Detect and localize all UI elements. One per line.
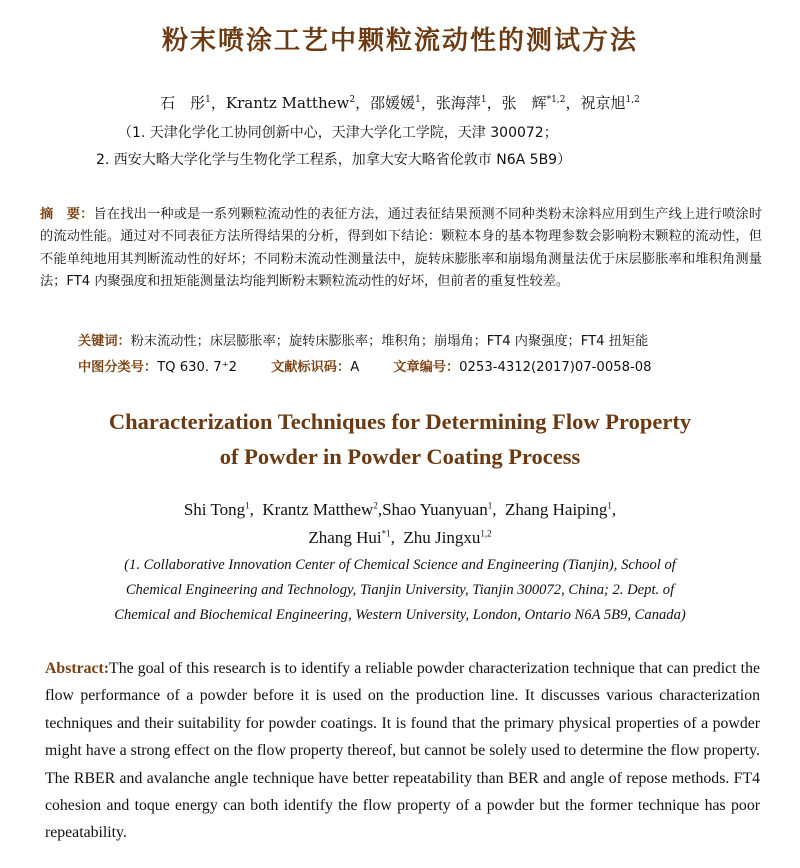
author-name: 祝京旭 (580, 94, 626, 112)
author-affiliation-mark: 1 (415, 95, 421, 105)
chinese-abstract-label: 摘 要： (40, 207, 94, 222)
author-name: Zhu Jingxu (403, 528, 481, 547)
author-affiliation-mark: 1 (205, 95, 211, 105)
chinese-title: 粉末喷涂工艺中颗粒流动性的测试方法 (161, 26, 638, 56)
english-title-line-1: Characterization Techniques for Determining Flow Property (108, 409, 692, 434)
keywords-label: 关键词： (78, 334, 131, 349)
author-affiliation-mark: *1 (381, 528, 391, 539)
english-author-list (0, 496, 800, 552)
author-affiliation-mark: 2 (349, 95, 356, 105)
english-author-line-2: Zhang Hui$^{*1}$, Zhu Jingxu$^{1,2}$ (308, 528, 492, 547)
english-affiliation-line-3: Chemical and Biochemical Engineering, Western University, London, Ontario N6A 5B9, Canada) (114, 607, 686, 623)
article-number-value: 0253-4312(2017)07-0058-08 (459, 360, 652, 375)
english-title-line-2: of Powder in Powder Coating Process (219, 444, 581, 469)
author-name: Shi Tong (183, 500, 246, 519)
classification-line (78, 356, 778, 375)
english-affiliations (0, 553, 800, 628)
clc-label: 中图分类号： (78, 360, 158, 375)
english-title (0, 404, 800, 474)
author-name: Zhang Haiping (504, 500, 608, 519)
english-affiliation-line-1: (1. Collaborative Innovation Center of Chemical Science and Engineering (Tianjin), School of (124, 557, 676, 573)
chinese-author-list: 石 彤$^1$，Krantz Matthew$^2$，邵媛媛$^1$，张海萍$^1$，张 辉$^{*1,2}$，祝京旭$^{1,2}$ (160, 94, 640, 112)
chinese-affiliation-line-2: 2. 西安大略大学化学与生物化学工程系，加拿大安大略省伦敦市 N6A 5B9） (96, 152, 572, 168)
author-name: Krantz Matthew (262, 500, 374, 519)
author-name: Shao Yuanyuan (382, 500, 488, 519)
author-affiliation-mark: 1 (607, 500, 612, 511)
author-name: 石 彤 (160, 94, 206, 112)
author-affiliation-mark: 1,2 (480, 528, 492, 539)
author-affiliation-mark: *1,2 (546, 95, 566, 105)
chinese-abstract (40, 204, 762, 294)
clc-value: TQ 630. 7⁺2 (157, 360, 238, 375)
document-code-label: 文献标识码： (271, 360, 351, 375)
author-affiliation-mark: 1 (480, 95, 487, 105)
author-affiliation-mark: 1 (245, 500, 250, 511)
english-abstract-label: Abstract: (45, 660, 110, 677)
author-name: 邵媛媛 (370, 94, 416, 112)
english-affiliation-line-2: Chemical Engineering and Technology, Tianjin University, Tianjin 300072, China; 2. Dept. of (125, 582, 675, 598)
author-name: Krantz Matthew (225, 94, 350, 112)
chinese-affiliation-line-1: （1. 天津化学化工协同创新中心，天津大学化工学院，天津 300072； (118, 125, 558, 141)
keywords-text: 粉末流动性；床层膨胀率；旋转床膨胀率；堆积角；崩塌角；FT4 内聚强度；FT4 扭矩能 (130, 334, 649, 349)
english-abstract-text: The goal of this research is to identify a reliable powder characterization technique that can predict the flow performance of a powder before it is used on the production line. It discusses various characterization techniques and their suitability for powder coatings. It is found that the primary physical properties of a powder might have a strong effect on the flow property thereof, but cannot be solely used to determine the flow property. The RBER and avalanche angle technique have better repeatability than BER and angle of repose methods. FT4 cohesion and toque energy can both identify the flow property of a powder but the former technique has poor repeatability. (45, 660, 760, 842)
article-number-label: 文章编号： (393, 360, 460, 375)
author-name: 张海萍 (435, 94, 481, 112)
author-name: Zhang Hui (308, 528, 382, 547)
document-code-value: A (350, 360, 360, 375)
chinese-keywords (78, 330, 778, 349)
author-affiliation-mark: 2 (373, 500, 378, 511)
english-author-line-1: Shi Tong$^1$, Krantz Matthew$^2$,Shao Yuanyuan$^1$, Zhang Haiping$^1$, (183, 500, 617, 519)
chinese-abstract-text: 旨在找出一种或是一系列颗粒流动性的表征方法，通过表征结果预测不同种类粉末涂料应用到生产线上进行喷涂时的流动性能。通过对不同表征方法所得结果的分析，得到如下结论：颗粒本身的基本物理参数会影响粉末颗粒的流动性，但不能单纯地用其判断流动性的好坏；不同粉末流动性测量法中，旋转床膨胀率和崩塌角测量法优于床层膨胀率和堆积角测量法；FT4 内聚强度和扭矩能测量法均能判断粉末颗粒流动性的好坏，但前者的重复性较差。 (40, 207, 763, 290)
author-name: 张 辉 (501, 94, 547, 112)
english-abstract (45, 655, 760, 847)
author-affiliation-mark: 1,2 (625, 95, 640, 105)
author-affiliation-mark: 1 (487, 500, 493, 511)
